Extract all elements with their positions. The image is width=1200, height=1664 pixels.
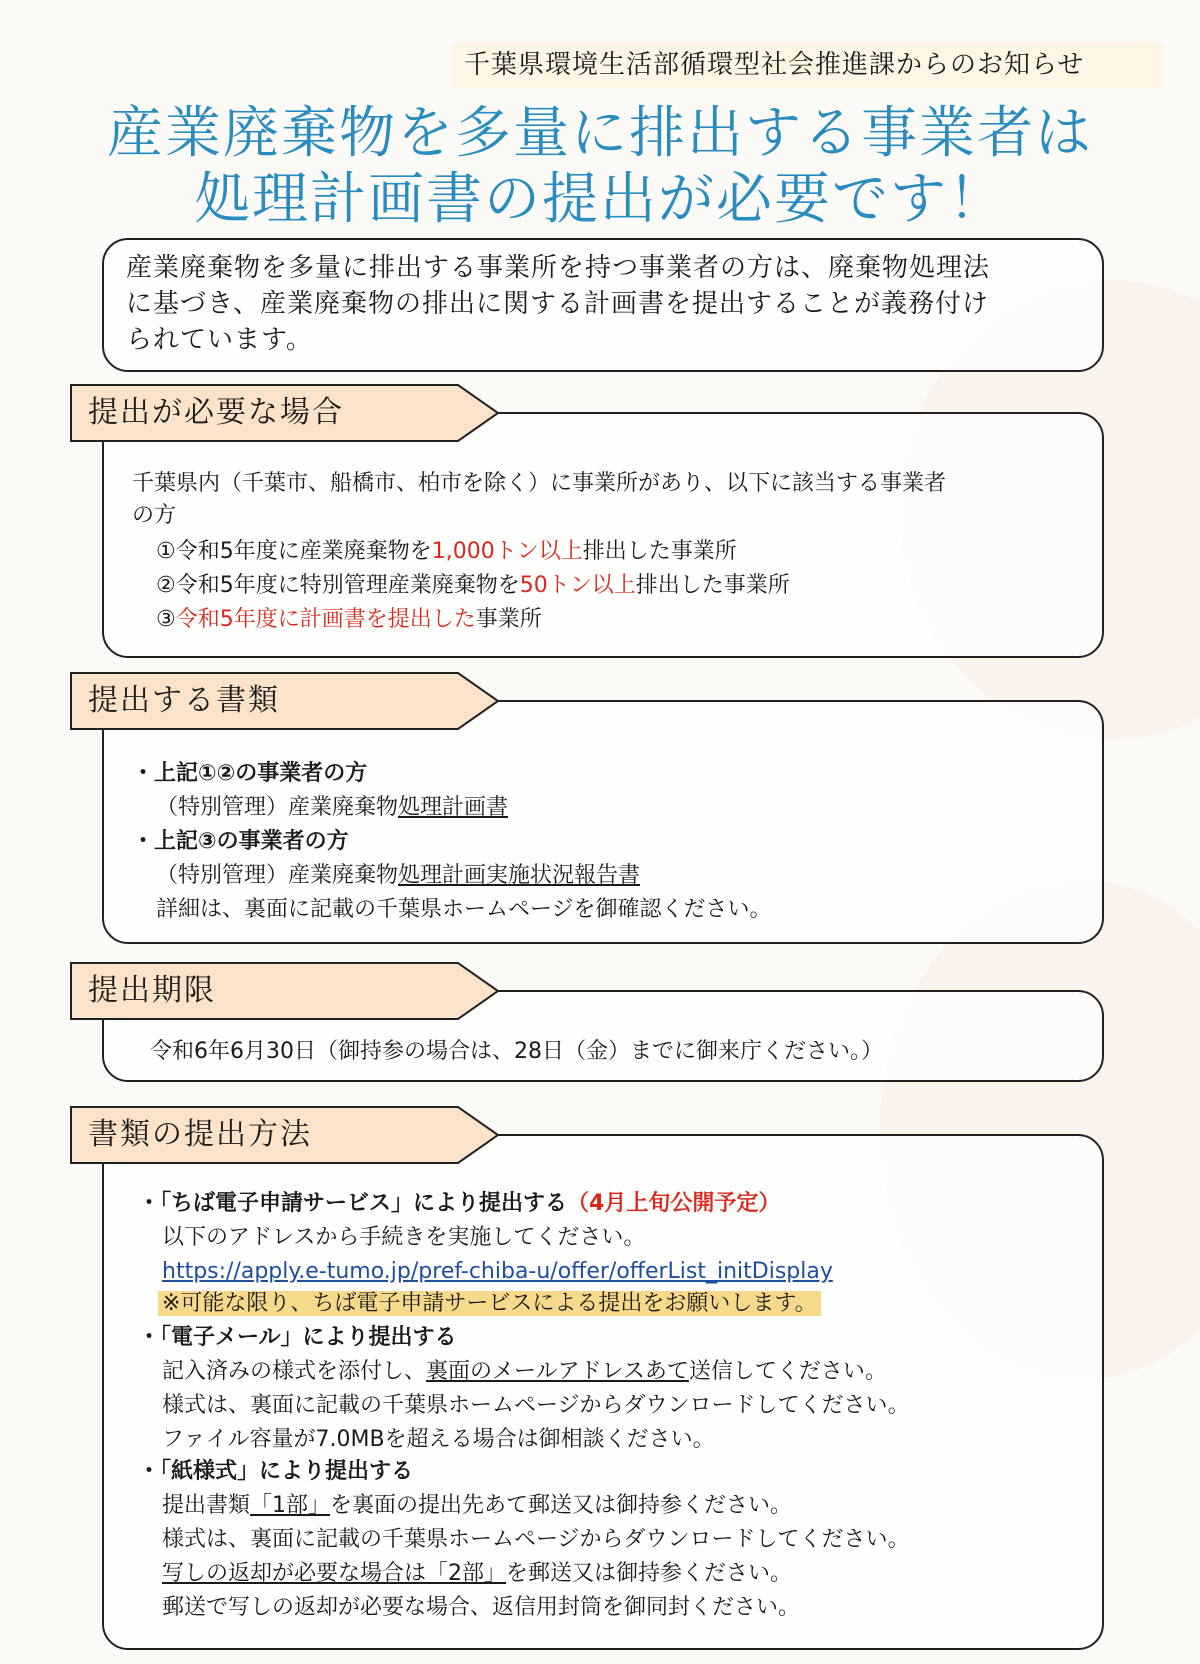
intro-line: られています。 xyxy=(126,325,313,355)
application-url-link[interactable]: https://apply.e-tumo.jp/pref-chiba-u/offer/offerList_initDisplay xyxy=(162,1259,833,1284)
section-label-text: 提出する書類 xyxy=(88,683,280,718)
section-label-documents xyxy=(70,672,500,730)
condition-item-1: ①令和5年度に産業廃棄物を1,000トン以上排出した事業所 xyxy=(156,539,737,564)
deadline-text: 令和6年6月30日（御持参の場合は、28日（金）までに御来庁ください。） xyxy=(150,1039,883,1064)
document-name: 処理計画実施状況報告書 xyxy=(398,863,641,888)
title-line-1: 産業廃棄物を多量に排出する事業者は xyxy=(107,101,1093,166)
method-text: 以下のアドレスから手続きを実施してください。 xyxy=(162,1225,646,1250)
section-required-box xyxy=(102,412,1104,658)
intro-line: 産業廃棄物を多量に排出する事業所を持つ事業者の方は、廃棄物処理法 xyxy=(126,253,991,283)
section-label-required xyxy=(70,384,500,442)
emphasis-text: 令和5年度に計画書を提出した xyxy=(175,607,476,632)
method-text: 記入済みの様式を添付し、裏面のメールアドレスあて送信してください。 xyxy=(162,1359,887,1384)
section-text: の方 xyxy=(132,503,177,528)
method-heading: ・「電子メール」により提出する xyxy=(138,1325,457,1350)
section-label-methods xyxy=(70,1106,500,1164)
section-documents-box xyxy=(102,700,1104,944)
document-item: （特別管理）産業廃棄物処理計画実施状況報告書 xyxy=(156,863,641,888)
section-label-text: 書類の提出方法 xyxy=(88,1117,312,1152)
method-highlight: ※可能な限り、ちば電子申請サービスによる提出をお願いします。 xyxy=(158,1288,821,1320)
section-text: 千葉県内（千葉市、船橋市、柏市を除く）に事業所があり、以下に該当する事業者 xyxy=(132,471,947,496)
title-line-2: 処理計画書の提出が必要です！ xyxy=(194,167,1006,232)
method-text: 写しの返却が必要な場合は「2部」を郵送又は御持参ください。 xyxy=(162,1561,793,1586)
method-text: 様式は、裏面に記載の千葉県ホームページからダウンロードしてください。 xyxy=(162,1393,910,1418)
document-item: （特別管理）産業廃棄物処理計画書 xyxy=(156,795,509,820)
method-heading: ・「紙様式」により提出する xyxy=(138,1459,414,1484)
method-text: 郵送で写しの返却が必要な場合、返信用封筒を御同封ください。 xyxy=(162,1595,801,1620)
intro-box xyxy=(102,238,1104,372)
document-heading: ・上記①②の事業者の方 xyxy=(132,761,368,786)
method-text: 提出書類「1部」を裏面の提出先あて郵送又は御持参ください。 xyxy=(162,1493,793,1518)
section-methods-box xyxy=(102,1134,1104,1650)
emphasis-text: 1,000トン以上 xyxy=(431,539,583,564)
header-note: 千葉県環境生活部循環型社会推進課からのお知らせ xyxy=(452,42,1164,88)
intro-line: に基づき、産業廃棄物の排出に関する計画書を提出することが義務付け xyxy=(126,289,989,319)
method-text: ファイル容量が7.0MBを超える場合は御相談ください。 xyxy=(162,1427,715,1452)
document-heading: ・上記③の事業者の方 xyxy=(132,829,349,854)
method-text: 様式は、裏面に記載の千葉県ホームページからダウンロードしてください。 xyxy=(162,1527,910,1552)
method-note: （4月上旬公開予定） xyxy=(567,1191,781,1216)
document-detail: 詳細は、裏面に記載の千葉県ホームページを御確認ください。 xyxy=(156,897,772,922)
method-heading: ・「ちば電子申請サービス」により提出する（4月上旬公開予定） xyxy=(138,1191,781,1216)
condition-item-3: ③令和5年度に計画書を提出した事業所 xyxy=(156,607,542,632)
section-label-text: 提出が必要な場合 xyxy=(88,395,344,430)
emphasis-text: 50トン以上 xyxy=(519,573,636,598)
section-label-deadline xyxy=(70,962,500,1020)
section-label-text: 提出期限 xyxy=(88,973,216,1008)
document-name: 処理計画書 xyxy=(398,795,509,820)
condition-item-2: ②令和5年度に特別管理産業廃棄物を50トン以上排出した事業所 xyxy=(156,573,790,598)
